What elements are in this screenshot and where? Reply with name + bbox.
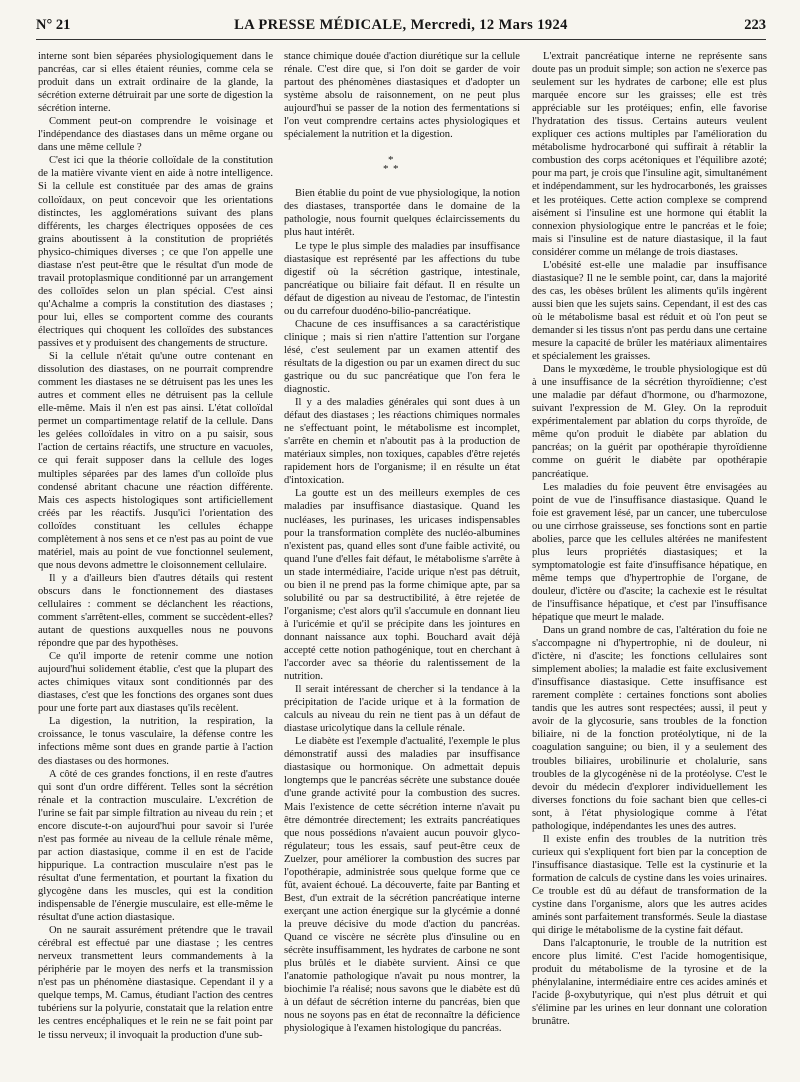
paragraph: L'extrait pancréatique interne ne représente sans doute pas un produit simple; son action ne s'exerce pas seulement sur les hydrates de carbone; elle est plus marquée encore sur les graisses; elle est très appréciable sur les protéiques; enfin, elle favorise l'hydratation des tissus. Certains auteurs veulent expliquer ces actions multiples par l'amélioration du métabolisme hydrocarboné qui suffirait à rétablir la combustion des corps acétoniques et l'équilibre azoté; pour ma part, je crois que l'insuline agit, simultanément et indépendamment, sur les hydrocarbonés, les graisses et les protéiques. Cette action complexe se comprend aisément si l'insuline est une hormone qui établit la connexion physiologique entre le pancréas et le foie; mais si l'insuline est de nature diastasique, il la faut considérer comme un mélange de trois diastases. <box>532 51 767 258</box>
paragraph: Il y a d'ailleurs bien d'autres détails qui restent obscurs dans le fonctionnement des diastases cellulaires : comment se déclanchent les réactions, comment s'arrêtent-elles, comment se succèdent-elles? autant de questions auxquelles nous ne pouvons répondre que par des hypothèses. <box>38 572 273 650</box>
paragraph: Il y a des maladies générales qui sont dues à un défaut des diastases ; les réactions chimiques normales ne s'effectuant point, le métabolisme est incomplet, s'arrête en chemin et n'aboutit pas à la production de matériaux simples, non toxiques, capables d'être rejetés rapidement hors de l'organisme; il en résulte un état d'intoxication. <box>284 397 520 487</box>
paragraph: La digestion, la nutrition, la respiration, la croissance, le tonus vasculaire, la défense contre les infections même sont dues en grande partie à l'action des diastases ou des hormones. <box>38 716 273 767</box>
paragraph: Dans le myxœdème, le trouble physiologique est dû à une insuffisance de la sécrétion thyroïdienne; c'est une maladie par défaut d'hormone, ou d'harmozone, suivant l'expression de M. Gley. On la reproduit expérimentalement par ablation du corps thyroïde, de même qu'on produit le diabète par ablation du pancréas; on la guérit par opothérapie thyroïdienne comme on guérit le diabète par opothérapie pancréatique. <box>532 364 767 480</box>
paragraph: Si la cellule n'était qu'une outre contenant en dissolution des diastases, on ne pourrait comprendre comment les diastases ne se détruisent pas les unes les autres et comment elles ne détruisent pas la cellule elle-même. Mais il n'en est pas ainsi. L'état colloïdal permet un compartimentage relatif de la cellule. Dans les gelées colloïdales in vitro on a pu saisir, sous l'action de certains réactifs, une structure en vacuoles, ce qui ferait supposer dans la cellule des loges multiples séparées par des lames d'un colloïde plus condensé abritant chacune une réaction différente. Mais ces aspects histologiques sont artificiellement créés par les réactifs. Jusqu'ici l'orientation des colloïdes constituant les cellules échappe complètement à nos sens et ce n'est pas au point de vue matériel, mais au point de vue fonctionnel seulement, que nous devons admettre le cloisonnement cellulaire. <box>38 351 273 571</box>
paragraph: Bien établie du point de vue physiologique, la notion des diastases, transportée dans le domaine de la pathologie, nous fournit quelques éclaircissements du plus haut intérêt. <box>284 188 520 239</box>
issue-number: N° 21 <box>36 17 71 33</box>
paragraph: Comment peut-on comprendre le voisinage et l'indépendance des diastases dans un même organe ou dans une même cellule ? <box>38 116 273 154</box>
paragraph: Dans un grand nombre de cas, l'altération du foie ne s'accompagne ni d'hypertrophie, ni de douleur, ni d'ictère, ni d'ascite; les fonctions cellulaires sont simplement abolies; la maladie est faite exclusivement d'insuffisance diastasique. Cette insuffisance est rarement complète : certaines fonctions sont abolies tandis que les autres sont respectées; aussi, il peut y avoir de la glycosurie, sans troubles de la fonction biliaire, ni de la fonction protéolytique, ni de la coagulation sanguine; ou bien, il y a seulement des troubles biliaires, urobilinurie et cholalurie, sans troubles de la glycogénèse ni de la protéolyse. C'est le devoir du médecin d'explorer individuellement les diverses fonctions du foie sachant bien que celles-ci sont, à l'état physiologique comme à l'état pathologique, indépendantes les unes des autres. <box>532 625 767 832</box>
paragraph: Il existe enfin des troubles de la nutrition très curieux qui s'expliquent fort bien par la conception de l'insuffisance diastasique. Telle est la cystinurie et la formation de calculs de cystine dans les voies urinaires. Ce trouble est dû au défaut de transformation de la cystine dans l'organisme, alors que les autres acides aminés sont parfaitement transformés. Seule la diastase qui dirige le métabolisme de la cystine fait défaut. <box>532 833 767 937</box>
paragraph: On ne saurait assurément prétendre que le travail cérébral est effectué par une diastase ; les centres nerveux transmettent leurs commandements à la périphérie par le moyen des nerfs et la transmission n'est pas un phénomène diastasique. Cependant il y a quelque temps, M. Camus, étudiant l'action des centres tubériens sur la polyurie, constatait que la relation entre les centres encéphaliques et le rein ne se fait point par le tissu nerveux; il invoquait la production d'une sub- <box>38 925 273 1041</box>
paragraph: stance chimique douée d'action diurétique sur la cellule rénale. C'est dire que, si l'on doit se garder de voir partout des phénomènes diastasiques et d'adopter un système absolu de raisonnement, on ne peut plus aujourd'hui se passer de la notion des fermentations si l'on veut comprendre certains actes physiologiques et spécialement la nutrition et la digestion. <box>284 51 520 141</box>
page-header <box>36 17 766 40</box>
paragraph: Le type le plus simple des maladies par insuffisance diastasique est représenté par les affections du tube digestif où la sécrétion gastrique, intestinale, pancréatique ou biliaire fait défaut. Il en résulte un défaut de digestion au niveau de l'estomac, de l'intestin ou du carrefour duodéno-bilio-pancréatique. <box>284 240 520 317</box>
paragraph: Les maladies du foie peuvent être envisagées au point de vue de l'insuffisance diastasique. Quand le foie est gravement lésé, par un cancer, une tuberculose ou une cirrhose graisseuse, ses fonctions sont en partie abolies, parce que les cellules altérées ne manifestent plus leurs propriétés diastasiques; et la symptomatologie est faite d'insuffisance hépatique, en même temps que d'hypertrophie de l'organe, de douleur, d'ictère ou d'ascite; la cachexie est le résultat de l'insuffisance hépatique, et c'est par l'insuffisance hépatique que meurt le malade. <box>532 481 767 624</box>
paragraph: interne sont bien séparées physiologiquement dans le pancréas, car si elles étaient réunies, comme cela se produit dans un extrait ordinaire de la glande, la sécrétion externe détruirait par une sorte de digestion la sécrétion interne. <box>38 51 273 115</box>
paragraph: A côté de ces grandes fonctions, il en reste d'autres qui sont d'un ordre différent. Telles sont la sécrétion rénale et la contraction musculaire. L'excrétion de l'urine se fait par simple filtration au niveau du rein ; et encore discute-t-on aujourd'hui pour savoir si l'urée n'est pas formée au niveau de la cellule rénale même, par action diastasique, comme il en est de l'acide hippurique. La contraction musculaire n'est pas le résultat d'une fermentation, et pourtant la fixation du glycogène dans les muscles, qui est la condition indispensable de l'énergie musculaire, est elle-même le résultat d'une action diastasique. <box>38 768 273 924</box>
section-separator: * * * <box>383 154 399 176</box>
paragraph: Le diabète est l'exemple d'actualité, l'exemple le plus démonstratif aussi des maladies par insuffisance diastasique ou hormonique. On admettait depuis longtemps que le pancréas sécrète une substance douée d'une grande activité pour la combustion des sucres. Mais l'existence de cette sécrétion interne n'avait pu être démontrée directement; les extraits pancréatiques que nous possédions n'avaient aucun pouvoir glyco-régulateur; tous les essais, sauf peut-être ceux de Zuelzer, pour améliorer la combustion des sucres par l'opothérapie, administrée sous quelque forme que ce fût, avaient échoué. La découverte, faite par Banting et Best, d'un extrait de la sécrétion pancréatique interne exerçant une action énergique sur la glycémie a donné la preuve décisive du mode d'action du pancréas. Quand ce viscère ne sécrète plus d'insuline ou en sécrète insuffisamment, les hydrates de carbone ne sont plus brûlés et le diabète survient. Ainsi ce que l'anatomie pathologique n'avait pu nous montrer, la biochimie l'a réalisé; nous savons que le diabète est dû à un défaut de sécrétion interne du pancréas, bien que nous ne soyons pas en état de reconnaître la déficience physiologique à l'examen histologique du pancréas. <box>284 736 520 1035</box>
column-3 <box>532 50 767 1075</box>
paragraph: Dans l'alcaptonurie, le trouble de la nutrition est encore plus limité. C'est l'acide homogentisique, produit du métabolisme de la tyrosine et de la phénylalanine, intermédiaire entre ces acides aminés et l'acide β-oxybutyrique, qui n'est plus détruit et qui s'élimine par les urines en leur donnant une coloration brunâtre. <box>532 938 767 1028</box>
column-2 <box>284 50 520 1075</box>
paragraph: Chacune de ces insuffisances a sa caractéristique clinique ; mais si rien n'attire l'attention sur l'organe lésé, c'est seulement par un examen attentif des résultats de la digestion ou par un examen direct du suc gastrique ou du suc pancréatique que l'on fera le diagnostic. <box>284 318 520 396</box>
paragraph: L'obésité est-elle une maladie par insuffisance diastasique? Il ne le semble point, car, dans la majorité des cas, les obèses brûlent les aliments qu'ils ingèrent aussi bien que les sujets sains. Cependant, il est des cas où le métabolisme basal est réduit et où l'on peut se demander si les tissus n'ont pas perdu dans une certaine mesure la capacité de brûler les matériaux alimentaires et spécialement les graisses. <box>532 259 767 363</box>
paragraph: C'est ici que la théorie colloïdale de la constitution de la matière vivante vient en aide à notre intelligence. Si la cellule est constituée par des amas de grains colloïdaux, on peut concevoir que les orientations distinctes, les agglomérations suivant des plans différents, les charges électriques opposées de ces grains aboutissent à la constitution de propriétés physico-chimiques diverses ; ce que l'on appelle une diastase n'est peut-être que le résultat d'un mode de travail protoplasmique conditionné par un arrangement des colloïdes selon un plan spécial. C'est ainsi qu'Achalme a compris la constitution des diastases ; pour lui, elles se comportent comme des courants électriques qui choquent les colloïdes des substances passives et y produisent des changements de structure. <box>38 155 273 350</box>
paragraph: La goutte est un des meilleurs exemples de ces maladies par insuffisance diastasique. Quand les nucléases, les purinases, les uricases indispensables pour la transformation complète des nucléo-albumines n'existent pas, quand elles sont d'une faible activité, ou quand l'une d'elles fait défaut, le métabolisme s'arrête à un stade intermédiaire, l'acide urique n'est pas détruit, ou bien il ne prend pas la forme chimique apte, par sa solubilité ou par sa destructibilité, à être rejetée de l'organisme; c'est alors qu'il s'accumule en donnant lieu à l'uricémie et qu'il se précipite dans les jointures en donnant naissance aux tophi. Bouchard avait déjà accepté cette notion pathogénique, tout en cherchant à l'accorder avec sa théorie du ralentissement de la nutrition. <box>284 488 520 683</box>
paragraph: Il serait intéressant de chercher si la tendance à la précipitation de l'acide urique et à la formation de calculs au niveau du rein ne tient pas à un défaut de diastase uricolytique dans la cellule rénale. <box>284 684 520 735</box>
page-number: 223 <box>744 17 766 33</box>
journal-title: LA PRESSE MÉDICALE, Mercredi, 12 Mars 1924 <box>234 17 568 33</box>
paragraph: Ce qu'il importe de retenir comme une notion aujourd'hui solidement établie, c'est que la plupart des actes chimiques vitaux sont conditionnés par des diastases, c'est que les fonctions des organes sont dues pour une forte part aux diastases qu'ils recèlent. <box>38 651 273 715</box>
column-1 <box>38 50 273 1075</box>
